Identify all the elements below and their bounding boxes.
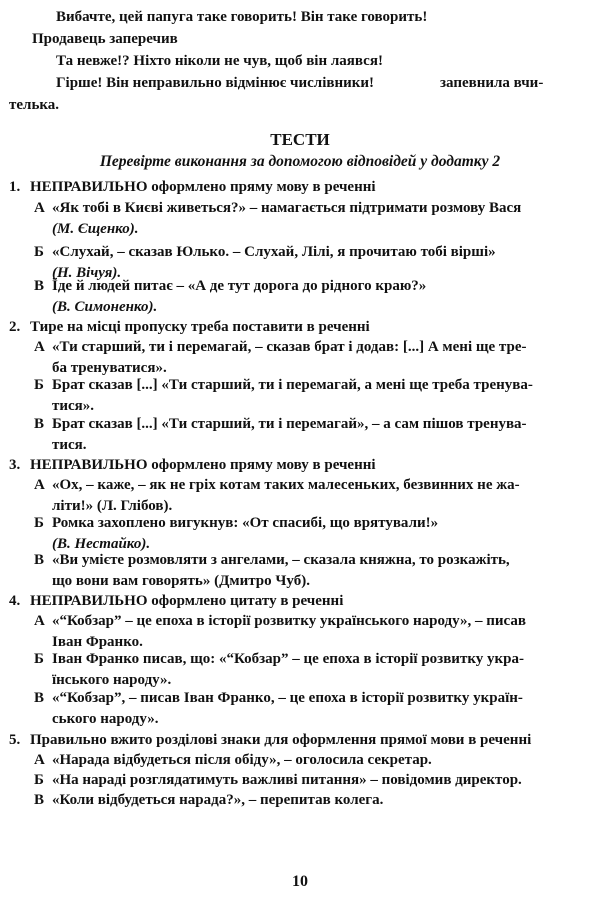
option-text [52, 770, 562, 791]
intro-line: Та невже!? Ніхто ніколи не чув, щоб він лаявся! [56, 53, 383, 69]
option-line: (М. Єщенко). [52, 220, 139, 237]
option-line: Брат сказав [...] «Ти старший, ти і перемагай, а мені ще треба тренува- [52, 377, 533, 393]
option-letter: Б [34, 515, 44, 531]
intro-line: телька. [9, 97, 60, 113]
question-number: 4. [9, 593, 21, 609]
option-line: Ромка захоплено вигукнув: «От спасибі, що врятували!» [52, 515, 439, 531]
section-title: ТЕСТИ [270, 130, 330, 149]
option-letter: В [34, 278, 45, 294]
option-line: «Ти старший, ти і перемагай, – сказав брат і додав: [...] А мені ще тре- [52, 339, 527, 355]
option-letter: А [34, 752, 45, 768]
option-line: «Як тобі в Києві живеться?» – намагається підтримати розмову Вася [52, 200, 522, 216]
question-text: НЕПРАВИЛЬНО оформлено пряму мову в реченні [30, 179, 376, 195]
option-letter: Б [34, 651, 44, 667]
option-line: літи!» (Л. Глібов). [52, 497, 173, 514]
option-line: (В. Симоненко). [52, 298, 158, 315]
option-text [52, 337, 562, 378]
option-text [52, 375, 562, 416]
option-line: «Нарада відбудеться після обіду», – оголосила секретар. [52, 752, 432, 768]
question-number: 5. [9, 732, 21, 748]
option-text [52, 513, 562, 554]
option-line: (Н. Вічуя). [52, 264, 122, 281]
question-text: Тире на місці пропуску треба поставити в реченні [30, 319, 370, 335]
option-letter: А [34, 477, 45, 493]
option-letter: В [34, 552, 45, 568]
option-text [52, 611, 562, 652]
option-line: Їде й людей питає – «А де тут дорога до рідного краю?» [52, 278, 427, 294]
option-text [52, 276, 562, 317]
option-line: (В. Нестайко). [52, 535, 151, 552]
option-line: їнського народу». [52, 671, 172, 688]
option-letter: В [34, 690, 45, 706]
option-text [52, 649, 562, 690]
question-number: 1. [9, 179, 21, 195]
option-line: «Ох, – каже, – як не гріх котам таких малесеньких, безвинних не жа- [52, 477, 520, 493]
question-number: 2. [9, 319, 21, 335]
option-text [52, 414, 562, 455]
option-letter: А [34, 339, 45, 355]
option-line: Брат сказав [...] «Ти старший, ти і перемагай», – а сам пішов тренува- [52, 416, 527, 432]
option-line: Іван Франко писав, що: «“Кобзар” – це епоха в історії розвитку укра- [52, 651, 524, 667]
option-text [52, 475, 562, 516]
option-line: «“Кобзар”, – писав Іван Франко, – це епоха в історії розвитку україн- [52, 690, 523, 706]
option-letter: А [34, 613, 45, 629]
option-letter: А [34, 200, 45, 216]
option-line: тися». [52, 397, 95, 414]
option-line: ба тренуватися». [52, 359, 167, 376]
option-letter: В [34, 416, 45, 432]
option-text [52, 790, 562, 811]
option-text [52, 688, 562, 729]
option-line: тися. [52, 436, 87, 453]
option-line: що вони вам говорять» (Дмитро Чуб). [52, 572, 310, 589]
option-text [52, 750, 562, 771]
question-number: 3. [9, 457, 21, 473]
intro-line: запевнила вчи- [440, 75, 544, 91]
option-text [52, 550, 562, 591]
option-text [52, 198, 562, 239]
question-text: Правильно вжито розділові знаки для оформлення прямої мови в реченні [30, 732, 532, 748]
intro-line: Гірше! Він неправильно відмінює числівники! [56, 75, 375, 91]
option-line: «Слухай, – сказав Юлько. – Слухай, Лілі, я прочитаю тобі вірші» [52, 244, 496, 260]
page-number: 10 [292, 873, 308, 890]
section-subtitle: Перевірте виконання за допомогою відповідей у додатку 2 [99, 153, 501, 170]
intro-line: Продавець заперечив [32, 31, 178, 47]
option-letter: Б [34, 772, 44, 788]
question-text: НЕПРАВИЛЬНО оформлено цитату в реченні [30, 593, 344, 609]
option-letter: Б [34, 377, 44, 393]
option-letter: Б [34, 244, 44, 260]
question-text: НЕПРАВИЛЬНО оформлено пряму мову в реченні [30, 457, 376, 473]
option-line: «“Кобзар” – це епоха в історії розвитку українського народу», – писав [52, 613, 526, 629]
option-letter: В [34, 792, 45, 808]
intro-line: Вибачте, цей папуга таке говорить! Він таке говорить! [56, 9, 428, 25]
option-line: «Ви умієте розмовляти з ангелами, – сказала княжна, то розкажіть, [52, 552, 510, 568]
option-line: ського народу». [52, 710, 159, 727]
option-line: Іван Франко. [52, 633, 143, 650]
option-line: «На нараді розглядатимуть важливі питання» – повідомив директор. [52, 772, 522, 788]
option-line: «Коли відбудеться нарада?», – перепитав колега. [52, 792, 384, 808]
